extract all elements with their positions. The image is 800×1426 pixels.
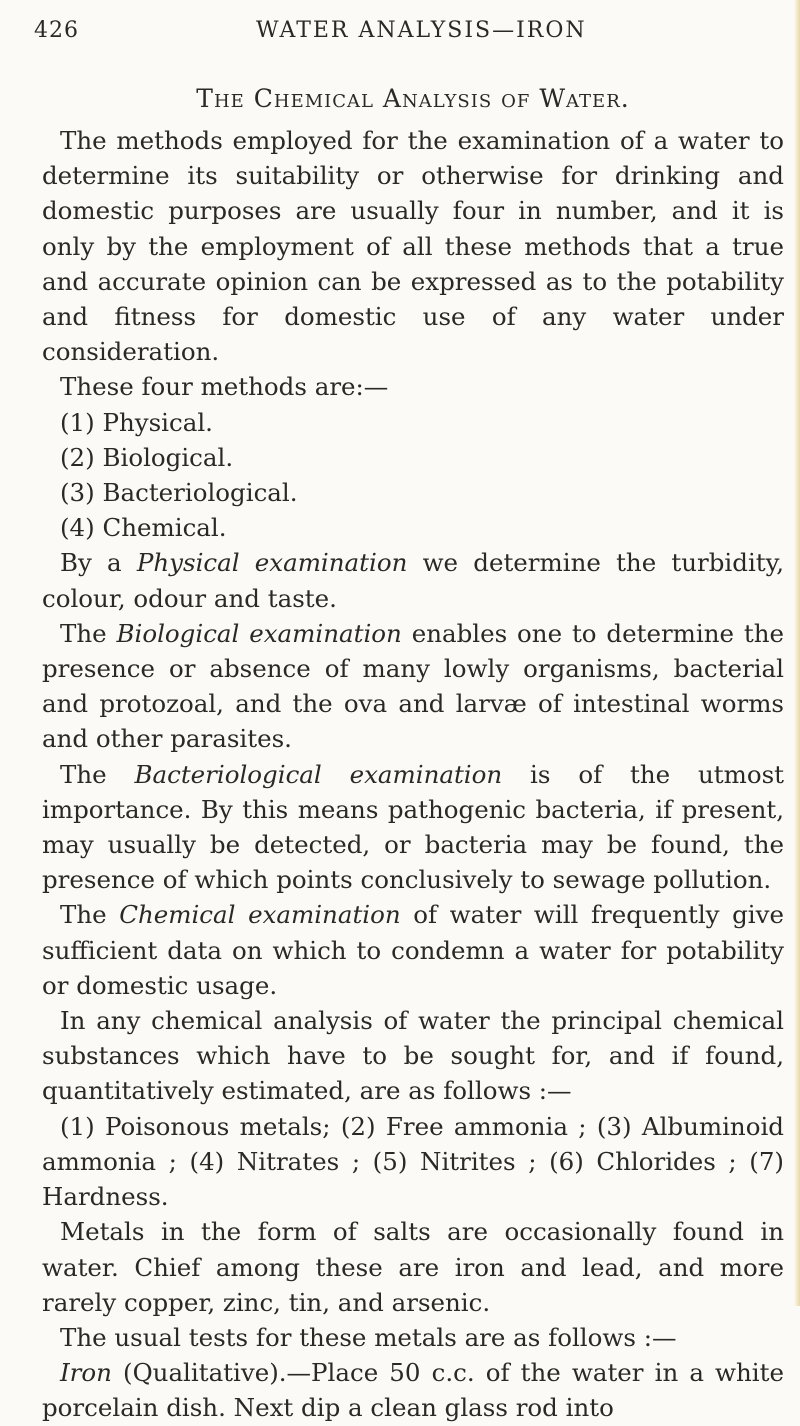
running-header bbox=[34, 18, 784, 54]
emphasis: Chemical examination bbox=[119, 900, 401, 930]
paragraph bbox=[42, 897, 784, 1003]
page-number: 426 bbox=[34, 18, 79, 43]
text-run: of water will frequently give sufficient data on which to condemn a water for potability or domestic usage. bbox=[42, 900, 784, 1000]
text-run: The bbox=[60, 900, 120, 930]
paragraph bbox=[42, 1355, 784, 1425]
emphasis: Iron bbox=[60, 1358, 112, 1388]
paragraph: (1) Poisonous metals; (2) Free ammonia ; (3) Albuminoid ammonia ; (4) Nitrates ; (5) Nitrites ; (6) Chlorides ; (7) Hardness. bbox=[42, 1111, 784, 1212]
emphasis: Biological examination bbox=[116, 618, 402, 648]
emphasis: Physical examination bbox=[136, 548, 408, 578]
text-run: (Qualitative).—Place 50 c.c. of the water in a white porcelain dish. Next dip a clean glass rod into bbox=[42, 1358, 784, 1423]
text-run: The bbox=[60, 759, 135, 789]
book-page bbox=[34, 18, 784, 1426]
method-item: (1) Physical. bbox=[60, 407, 213, 437]
paragraph: In any chemical analysis of water the principal chemical substances which have to be sought for, and if found, quantitatively estimated, are as follows :— bbox=[42, 1006, 784, 1106]
text-run: By a bbox=[60, 548, 137, 578]
paragraph bbox=[42, 545, 784, 615]
section-title: The Chemical Analysis of Water. bbox=[196, 84, 630, 113]
method-item: (4) Chemical. bbox=[60, 513, 227, 543]
running-title: WATER ANALYSIS—IRON bbox=[256, 18, 587, 43]
paragraph: Metals in the form of salts are occasionally found in water. Chief among these are iron and lead, and more rarely copper, zinc, tin, and arsenic. bbox=[42, 1217, 784, 1317]
text-run: we determine the turbidity, colour, odour and taste. bbox=[42, 548, 784, 613]
method-item: (3) Bacteriological. bbox=[60, 478, 298, 508]
text-run: enables one to determine the presence or absence of many lowly organisms, bacterial and protozoal, and the ova and larvæ of intestinal worms and other parasites. bbox=[42, 618, 784, 754]
text-run: The bbox=[60, 618, 117, 648]
paragraph: The usual tests for these metals are as follows :— bbox=[60, 1322, 677, 1352]
paragraph bbox=[42, 757, 784, 898]
body-text bbox=[42, 123, 784, 1426]
page-edge bbox=[794, 0, 800, 1306]
text-run: is of the utmost importance. By this means pathogenic bacteria, if present, may usually be detected, or bacteria may be found, the presence of which points conclusively to sewage pollution. bbox=[42, 759, 784, 895]
paragraph: These four methods are:— bbox=[60, 372, 389, 402]
paragraph: The methods employed for the examination of a water to determine its suitability or otherwise for drinking and domestic purposes are usually four in number, and it is only by the employment of all these methods that a true and accurate opinion can be expressed as to the potability and fitness for domestic use of any water under consideration. bbox=[42, 126, 784, 367]
emphasis: Bacteriological examination bbox=[134, 759, 503, 789]
paragraph bbox=[42, 616, 784, 757]
method-item: (2) Biological. bbox=[60, 442, 234, 472]
